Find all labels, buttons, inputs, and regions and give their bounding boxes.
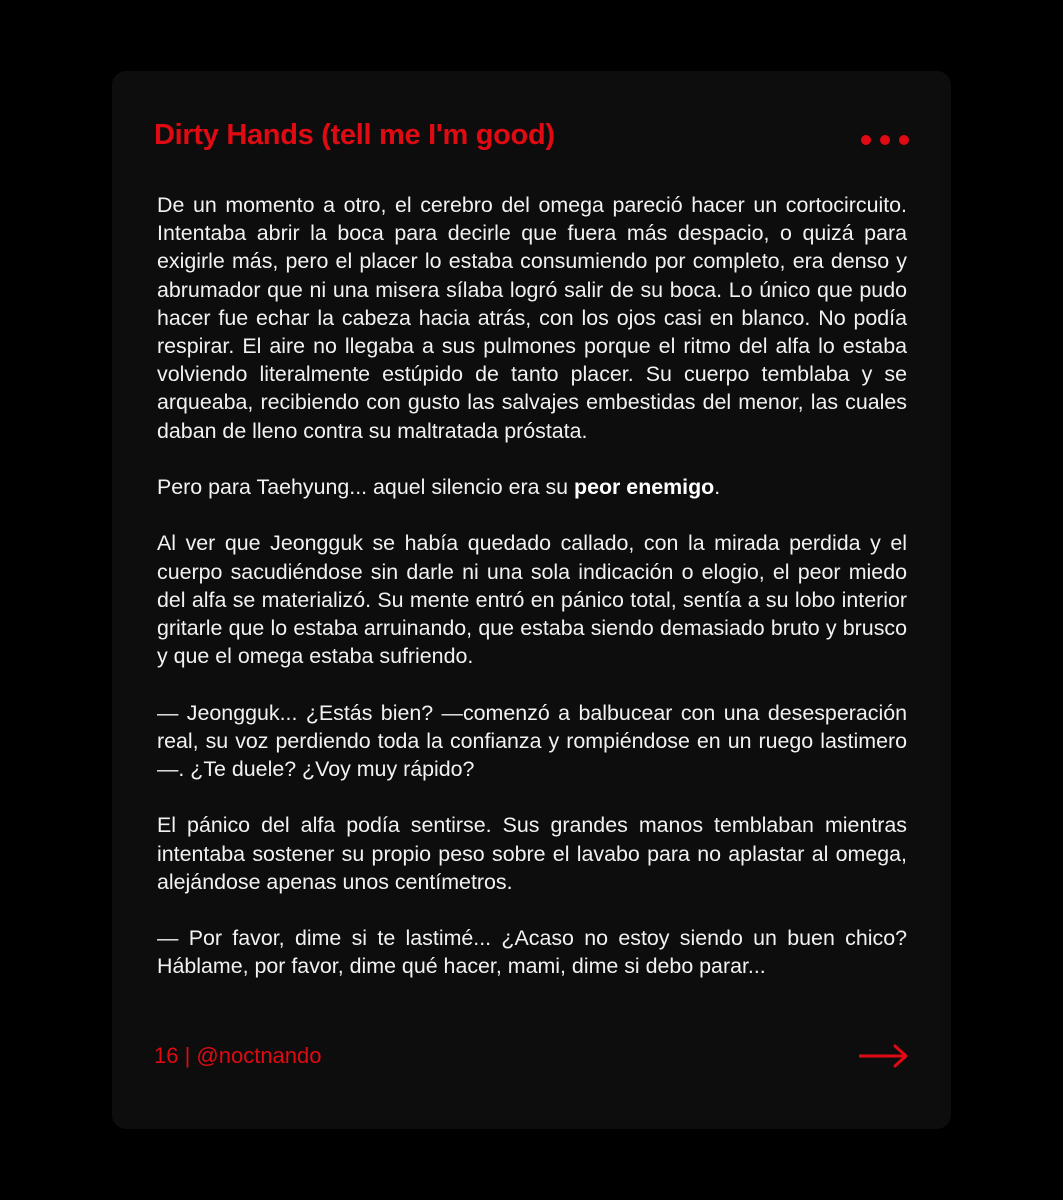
emphasis-text: peor enemigo	[574, 475, 715, 500]
paragraph-6: — Por favor, dime si te lastimé... ¿Acaso no estoy siendo un buen chico? Háblame, por favor, dime qué hacer, mami, dime si debo parar...	[157, 926, 907, 979]
paragraph-3: Al ver que Jeongguk se había quedado callado, con la mirada perdida y el cuerpo sacudiéndose sin darle ni una sola indicación o elogio, el peor miedo del alfa se materializó. Su mente entró en pánico total, sentía a su lobo interior gritarle que lo estaba arruinando, que estaba siendo demasiado bruto y brusco y que el omega estaba sufriendo.	[157, 531, 907, 669]
paragraph-5: El pánico del alfa podía sentirse. Sus grandes manos temblaban mientras intentaba sostener su propio peso sobre el lavabo para no aplastar al omega, alejándose apenas unos centímetros.	[157, 813, 907, 894]
arrow-right-icon[interactable]	[859, 1044, 909, 1068]
menu-dot	[880, 135, 890, 145]
menu-dot	[861, 135, 871, 145]
paragraph-2-end: .	[714, 475, 721, 500]
story-body	[157, 191, 907, 981]
more-dots-icon[interactable]	[861, 135, 909, 145]
paragraph-1: De un momento a otro, el cerebro del omega pareció hacer un cortocircuito. Intentaba abrir la boca para decirle que fuera más despacio, o quizá para exigirle más, pero el placer lo estaba consumiendo por completo, era denso y abrumador que ni una misera sílaba logró salir de su boca. Lo único que pudo hacer fue echar la cabeza hacia atrás, con los ojos casi en blanco. No podía respirar. El aire no llegaba a sus pulmones porque el ritmo del alfa lo estaba volviendo literalmente estúpido de tanto placer. Su cuerpo temblaba y se arqueaba, recibiendo con gusto las salvajes embestidas del menor, las cuales daban de lleno contra su maltratada próstata.	[157, 193, 907, 443]
page-card	[112, 71, 951, 1129]
page-number-handle: 16 | @noctnando	[154, 1043, 322, 1068]
paragraph-2-text: Pero para Taehyung... aquel silencio era su	[157, 475, 574, 500]
page-title: Dirty Hands (tell me I'm good)	[154, 119, 555, 151]
paragraph-2	[157, 473, 907, 501]
menu-dot	[899, 135, 909, 145]
paragraph-4: — Jeongguk... ¿Estás bien? —comenzó a balbucear con una desesperación real, su voz perdiendo toda la confianza y rompiéndose en un ruego lastimero—. ¿Te duele? ¿Voy muy rápido?	[157, 700, 907, 782]
